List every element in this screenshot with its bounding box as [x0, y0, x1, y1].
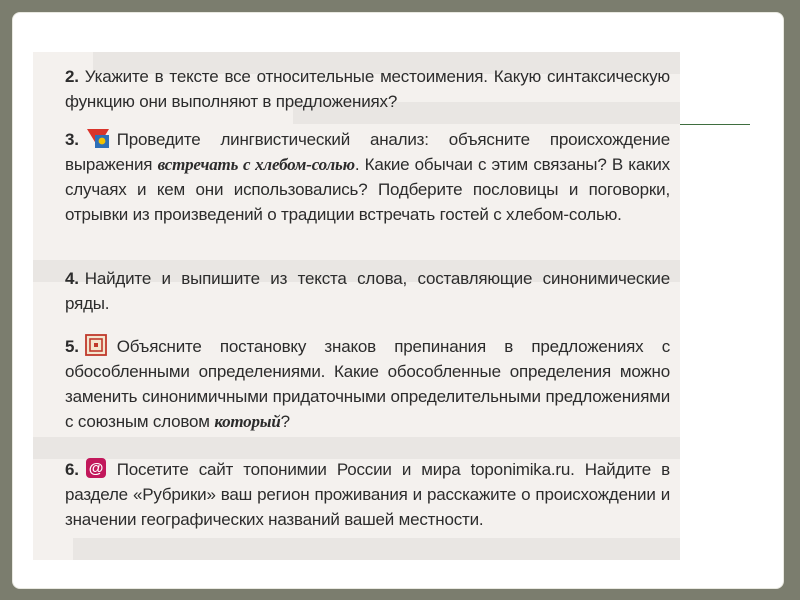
- task-text: Объясните постановку знаков препинания в предложениях с обособленными определениями. Какие обособленные определения можно заменить синонимичными придаточными определительными предложениями с союзным словом: [65, 337, 670, 431]
- task-number: 3.: [65, 130, 79, 149]
- punctuation-icon: [85, 334, 111, 356]
- linguistic-analysis-icon: [85, 127, 111, 149]
- task-text: Посетите сайт топонимии России и мира toponimika.ru. Найдите в разделе «Рубрики» ваш регион проживания и расскажите о происхождении и значении географических названий вашей местности.: [65, 460, 670, 529]
- task-number: 5.: [65, 337, 79, 356]
- task-italic-phrase: который: [214, 412, 281, 431]
- task-text: Укажите в тексте все относительные местоимения. Какую синтаксическую функцию они выполняют в предложениях?: [65, 67, 670, 111]
- textbook-page: [33, 52, 680, 560]
- task-number: 4.: [65, 269, 79, 288]
- task-text-continued: ?: [280, 412, 290, 431]
- task-number: 6.: [65, 460, 79, 479]
- task-6: [65, 457, 670, 532]
- task-italic-phrase: встречать с хлебом-солью: [157, 155, 355, 174]
- task-number: 2.: [65, 67, 79, 86]
- decorative-line: [680, 124, 750, 125]
- internet-at-icon: [85, 457, 111, 479]
- svg-text:@: @: [88, 460, 103, 477]
- task-2: [65, 64, 670, 114]
- task-3: [65, 127, 670, 227]
- task-text: Найдите и выпишите из текста слова, составляющие синонимические ряды.: [65, 269, 670, 313]
- task-text-continued: . Какие обычаи с этим связаны? В каких случаях и кем они использовались? Подберите пословицы и поговорки, отрывки из произведений о традиции встречать гостей с хлебом-солью.: [65, 155, 670, 224]
- task-text: Проведите лингвистический анализ: объясните происхождение выражения: [65, 130, 670, 174]
- task-5: [65, 334, 670, 434]
- bleed-through-text: [73, 538, 680, 560]
- task-4: [65, 266, 670, 316]
- bleed-through-text: [33, 437, 680, 459]
